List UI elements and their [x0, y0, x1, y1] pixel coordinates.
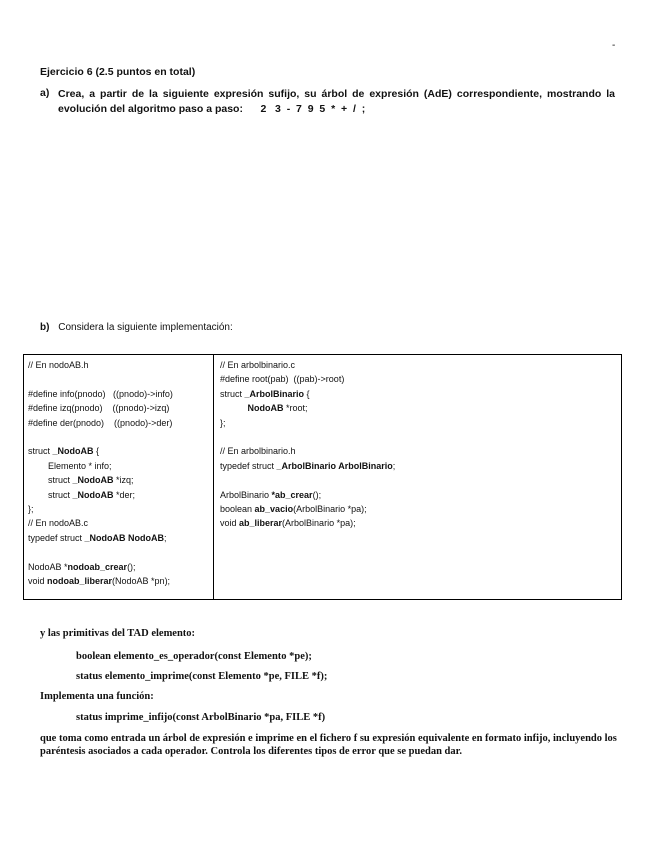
code-line: [220, 473, 621, 487]
item-b-marker: b): [40, 322, 50, 333]
corner-mark: -: [612, 40, 616, 51]
code-line: struct _ArbolBinario {: [220, 388, 310, 399]
code-line: Elemento * info;: [28, 460, 112, 471]
code-line: struct _NodoAB *der;: [28, 489, 136, 500]
item-a-marker: a): [40, 87, 50, 99]
code-line: [220, 430, 621, 444]
code-line: typedef struct _NodoAB NodoAB;: [28, 532, 167, 543]
item-a-line-1: Crea, a partir de la siguiente expresión sufijo, su árbol de expresión (AdE) correspondiente, mostrando la: [58, 88, 615, 100]
primitive-es-operador: boolean elemento_es_operador(const Elemento *pe);: [76, 651, 312, 662]
item-b: [40, 322, 233, 333]
code-line: [28, 372, 213, 386]
code-line: boolean ab_vacio(ArbolBinario *pa);: [220, 504, 367, 515]
code-line: // En nodoAB.h: [28, 360, 89, 370]
code-line: typedef struct _ArbolBinario ArbolBinario;: [220, 460, 396, 471]
code-line: #define root(pab) ((pab)->root): [220, 374, 345, 385]
implement-intro: Implementa una función:: [40, 691, 154, 702]
code-line: };: [28, 504, 34, 515]
exercise-title: Ejercicio 6 (2.5 puntos en total): [40, 66, 196, 78]
code-line: struct _NodoAB {: [28, 446, 100, 457]
item-a-line-2: evolución del algoritmo paso a paso: 2 3 - 7 9 5 * + / ;: [58, 103, 366, 115]
function-signature: status imprime_infijo(const ArbolBinario *pa, FILE *f): [76, 712, 326, 723]
primitives-intro: y las primitivas del TAD elemento:: [40, 628, 196, 639]
code-line: #define izq(pnodo) ((pnodo)->izq): [28, 403, 170, 414]
code-line: // En arbolbinario.h: [220, 446, 296, 457]
code-line: NodoAB *root;: [247, 403, 308, 414]
code-column-left: [24, 355, 214, 599]
code-line: struct _NodoAB *izq;: [28, 475, 134, 486]
code-line: [28, 545, 213, 559]
code-table: [23, 354, 622, 600]
code-line: NodoAB *nodoab_crear();: [28, 561, 136, 572]
code-line: // En arbolbinario.c: [220, 360, 296, 370]
code-line: void nodoab_liberar(NodoAB *pn);: [28, 576, 171, 587]
item-a-text: [58, 87, 615, 117]
code-line: ArbolBinario *ab_crear();: [220, 489, 322, 500]
code-line: void ab_liberar(ArbolBinario *pa);: [220, 518, 356, 529]
code-line: [28, 430, 213, 444]
code-line: #define der(pnodo) ((pnodo)->der): [28, 417, 173, 428]
code-line: // En nodoAB.c: [28, 518, 89, 529]
item-b-text: Considera la siguiente implementación:: [58, 322, 233, 333]
primitive-imprime: status elemento_imprime(const Elemento *pe, FILE *f);: [76, 671, 328, 682]
code-line: #define info(pnodo) ((pnodo)->info): [28, 388, 173, 399]
code-column-right: [214, 355, 621, 599]
task-description: que toma como entrada un árbol de expresión e imprime en el fichero f su expresión equivalente en formato infijo, incluyendo los paréntesis asociados a cada operador. Controla los diferentes tipos de error que se puedan dar.: [40, 733, 617, 757]
code-line: };: [220, 417, 226, 428]
